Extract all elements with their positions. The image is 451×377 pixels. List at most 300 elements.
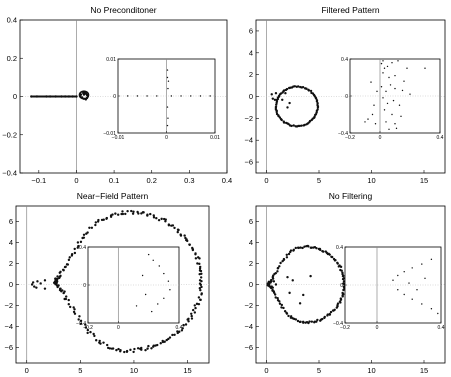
inset-data-point <box>145 294 146 295</box>
data-point <box>292 279 294 281</box>
data-point <box>59 271 61 273</box>
data-point <box>275 283 277 285</box>
data-point <box>281 260 283 262</box>
inset-data-point <box>385 91 386 92</box>
data-point <box>286 256 288 258</box>
data-point <box>114 212 116 214</box>
data-point <box>119 349 121 351</box>
data-point <box>277 267 279 269</box>
inset-y-tick-label: 0.4 <box>336 245 343 251</box>
inset-y-tick-label: 0 <box>345 94 348 100</box>
inset-data-point <box>200 95 201 96</box>
y-tick-label: 0 <box>248 280 253 289</box>
data-point <box>132 351 134 353</box>
data-point <box>152 345 154 347</box>
inset-data-point <box>382 72 383 73</box>
inset-y-tick-label: −0.01 <box>103 131 116 137</box>
inset-data-point <box>167 118 168 119</box>
y-tick-label: 2 <box>248 259 253 269</box>
data-point <box>200 270 202 272</box>
data-point <box>299 321 301 323</box>
data-point <box>333 309 335 311</box>
y-tick-label: −2 <box>4 300 13 310</box>
inset-data-point <box>404 294 405 295</box>
y-tick-label: −4 <box>244 321 253 331</box>
inset-x-tick-label: −0.2 <box>345 135 355 141</box>
inset-data-point <box>412 299 413 300</box>
data-point <box>286 312 288 314</box>
data-point <box>83 234 85 236</box>
y-tick-label: 4 <box>248 238 253 248</box>
data-point <box>199 282 201 284</box>
y-tick-label: 0.4 <box>6 15 17 25</box>
data-point <box>337 302 339 304</box>
data-point <box>288 102 290 104</box>
data-point <box>318 248 320 250</box>
data-point <box>115 349 117 351</box>
data-point <box>197 256 199 258</box>
inset-y-tick-label: 0 <box>83 283 86 289</box>
data-point <box>272 97 274 99</box>
inset-data-point <box>391 62 392 63</box>
data-point <box>126 350 128 352</box>
inset-data-point <box>171 95 172 96</box>
inset-y-tick-label: −0.4 <box>338 131 348 137</box>
data-point <box>310 247 312 249</box>
data-point <box>86 332 88 334</box>
inset-data-point <box>375 123 376 124</box>
inset-data-point <box>167 106 168 107</box>
data-point <box>64 266 66 268</box>
x-tick-label: 0 <box>74 176 79 185</box>
inset-data-point <box>364 121 365 122</box>
data-point <box>182 324 184 326</box>
y-tick-label: 2 <box>248 70 253 80</box>
y-tick-label: 0 <box>12 92 17 101</box>
y-tick-label: −6 <box>244 342 253 352</box>
data-point <box>126 210 128 212</box>
inset-data-point <box>159 265 160 266</box>
inset-data-point <box>397 60 398 61</box>
data-point <box>191 247 193 249</box>
data-point <box>185 239 187 241</box>
data-point <box>325 250 327 252</box>
inset-data-point <box>397 289 398 290</box>
data-point <box>97 220 99 222</box>
inset-data-point <box>167 125 168 126</box>
y-tick-label: −2 <box>244 113 253 123</box>
data-point <box>32 281 34 283</box>
data-point <box>137 212 139 214</box>
data-point <box>275 92 277 94</box>
y-tick-label: −6 <box>4 342 13 352</box>
inset-x-tick-label: −0.01 <box>111 135 125 141</box>
y-tick-label: −0.4 <box>2 168 17 178</box>
data-point <box>199 279 201 281</box>
inset-data-point <box>190 95 191 96</box>
inset-x-tick-label: 0 <box>378 135 382 141</box>
inset-data-point <box>394 88 395 89</box>
data-point <box>153 214 155 216</box>
data-point <box>185 323 187 325</box>
data-point <box>183 234 185 236</box>
data-point <box>310 90 312 92</box>
data-point <box>85 233 87 235</box>
inset-data-point <box>180 95 181 96</box>
data-point <box>271 93 273 95</box>
inset-y-tick-label: −0.4 <box>333 321 343 327</box>
data-point <box>282 307 284 309</box>
inset-data-point <box>403 81 404 82</box>
data-point <box>190 315 192 317</box>
data-point <box>146 347 148 349</box>
inset-data-point <box>373 105 374 106</box>
inset-data-point <box>387 66 388 67</box>
inset-data-point <box>408 282 409 283</box>
inset-x-tick-label: −0.2 <box>83 325 93 331</box>
data-point <box>60 290 62 292</box>
y-tick-label: 2 <box>8 259 13 269</box>
data-point <box>140 212 142 214</box>
y-tick-label: −2 <box>244 300 253 310</box>
data-point <box>99 342 101 344</box>
inset-x-tick-label: 0 <box>116 325 120 331</box>
data-point <box>62 269 64 271</box>
data-point <box>177 229 179 231</box>
data-point <box>184 237 186 239</box>
inset-data-point <box>390 84 391 85</box>
x-tick-label: 0.2 <box>146 176 157 185</box>
data-point <box>281 119 283 121</box>
data-point <box>199 266 201 268</box>
data-point <box>78 315 80 317</box>
data-point <box>56 284 58 286</box>
x-tick-label: 5 <box>316 176 322 185</box>
data-point <box>330 311 332 313</box>
inset-data-point <box>416 289 417 290</box>
inset-y-tick-label: 0.01 <box>106 57 116 63</box>
data-point <box>200 273 202 275</box>
data-point <box>44 287 46 289</box>
inset-data-point <box>424 278 425 279</box>
data-point <box>295 318 297 320</box>
inset-data-point <box>167 77 168 78</box>
inset-x-tick-label: 0 <box>375 325 379 331</box>
data-point <box>93 335 95 337</box>
data-point <box>95 339 97 341</box>
data-point <box>106 344 108 346</box>
data-point <box>163 218 165 220</box>
inset-data-point <box>163 298 164 299</box>
data-point <box>199 299 201 301</box>
inset-data-point <box>157 303 158 304</box>
data-point <box>150 347 152 349</box>
data-point <box>144 349 146 351</box>
data-point <box>44 279 46 281</box>
data-point <box>169 336 171 338</box>
inset-x-tick-label: 0.01 <box>210 135 220 141</box>
data-point <box>304 87 306 89</box>
data-point <box>191 317 193 319</box>
x-tick-label: 15 <box>419 176 429 185</box>
data-point <box>68 259 70 261</box>
inset-data-point <box>372 114 373 115</box>
data-point <box>68 299 70 301</box>
data-point <box>177 231 179 233</box>
data-point <box>137 347 139 349</box>
inset-data-point <box>409 93 410 94</box>
x-tick-label: −0.1 <box>31 176 47 185</box>
data-point <box>339 269 341 271</box>
data-point <box>295 247 297 249</box>
panel-top-right <box>244 5 445 185</box>
data-point <box>194 304 196 306</box>
data-point <box>194 307 196 309</box>
inset-data-point <box>381 86 382 87</box>
data-point <box>195 257 197 259</box>
data-point <box>278 300 280 302</box>
data-point <box>274 293 276 295</box>
inset-data-point <box>384 109 385 110</box>
x-tick-label: 10 <box>367 176 376 185</box>
inset-data-point <box>382 97 383 98</box>
inset-data-point <box>394 123 395 124</box>
x-tick-label: 5 <box>316 366 322 375</box>
inset-data-point <box>209 95 210 96</box>
data-point <box>311 320 313 322</box>
inset-data-point <box>399 105 400 106</box>
data-point <box>168 223 170 225</box>
data-point <box>281 304 283 306</box>
data-point <box>324 316 326 318</box>
x-tick-label: 0.4 <box>221 176 233 185</box>
data-point <box>192 249 194 251</box>
data-point <box>284 92 286 94</box>
x-tick-label: 0 <box>24 366 29 375</box>
data-point <box>121 210 123 212</box>
data-point <box>54 277 56 279</box>
data-point <box>281 99 283 101</box>
data-point <box>276 111 278 113</box>
inset-data-point <box>142 275 143 276</box>
data-point <box>198 296 200 298</box>
y-tick-label: 0 <box>8 280 13 289</box>
data-point <box>286 106 288 108</box>
inset-x-tick-label: 0.4 <box>437 325 445 331</box>
inset-data-point <box>424 68 425 69</box>
inset-data-point <box>168 281 169 282</box>
data-point <box>286 254 288 256</box>
x-tick-label: 10 <box>367 366 376 375</box>
inset-data-point <box>385 121 386 122</box>
inset-bottom-right <box>333 245 445 331</box>
data-point <box>290 125 292 127</box>
inset-data-point <box>136 305 137 306</box>
data-point <box>109 347 111 349</box>
data-point <box>155 217 157 219</box>
inset-data-point <box>397 275 398 276</box>
inset-top-left <box>103 57 220 141</box>
data-point <box>94 224 96 226</box>
data-point <box>88 227 90 229</box>
data-point <box>194 311 196 313</box>
inset-data-point <box>396 128 397 129</box>
inset-data-point <box>151 311 152 312</box>
data-point <box>302 294 304 296</box>
inset-data-point <box>127 95 128 96</box>
y-tick-label: 6 <box>248 217 253 227</box>
data-point <box>289 251 291 253</box>
data-point <box>147 345 149 347</box>
inset-data-point <box>393 100 394 101</box>
data-point <box>74 252 76 254</box>
inset-data-point <box>168 81 169 82</box>
data-point <box>188 243 190 245</box>
inset-x-tick-label: 0.4 <box>436 135 444 141</box>
inset-data-point <box>137 95 138 96</box>
data-point <box>35 286 37 288</box>
data-point <box>105 218 107 220</box>
inset-bottom-left <box>76 245 183 331</box>
x-tick-label: 0 <box>264 176 269 185</box>
data-point <box>81 237 83 239</box>
data-point <box>132 211 134 213</box>
data-point <box>133 348 135 350</box>
y-tick-label: 0.2 <box>6 53 17 63</box>
data-point <box>196 262 198 264</box>
y-tick-label: −0.2 <box>2 130 17 140</box>
data-point <box>316 108 318 110</box>
inset-data-point <box>146 95 147 96</box>
x-tick-label: 10 <box>129 366 139 375</box>
data-point <box>329 313 331 315</box>
data-point <box>91 227 93 229</box>
inset-data-point <box>153 260 154 261</box>
data-point <box>74 248 76 250</box>
data-point <box>288 253 290 255</box>
inset-data-point <box>167 88 168 89</box>
data-point <box>160 218 162 220</box>
data-point <box>299 302 301 304</box>
data-point <box>338 264 340 266</box>
data-point <box>102 341 104 343</box>
panel-bottom-left <box>4 191 209 375</box>
data-point <box>187 318 189 320</box>
inset-data-point <box>388 129 389 130</box>
inset-data-point <box>384 68 385 69</box>
inset-data-point <box>169 289 170 290</box>
data-point <box>65 295 67 297</box>
y-tick-label: 0 <box>248 92 253 101</box>
data-point <box>279 262 281 264</box>
data-point <box>110 216 112 218</box>
data-point <box>31 283 33 285</box>
inset-data-point <box>163 273 164 274</box>
data-point <box>158 219 160 221</box>
inset-y-tick-label: 0 <box>113 94 116 100</box>
data-point <box>297 247 299 249</box>
data-point <box>140 349 142 351</box>
data-point <box>316 319 318 321</box>
data-point <box>101 219 103 221</box>
chart-title: No Preconditoner <box>90 5 157 15</box>
inset-data-point <box>167 69 168 70</box>
data-point <box>287 315 289 317</box>
data-point <box>190 313 192 315</box>
inset-data-point <box>388 77 389 78</box>
data-point <box>69 306 71 308</box>
inset-x-tick-label: 0.4 <box>175 325 183 331</box>
y-tick-label: 6 <box>248 26 253 36</box>
inset-data-point <box>376 91 377 92</box>
panel-bottom-right <box>244 191 445 375</box>
data-point <box>65 298 67 300</box>
data-point <box>336 262 338 264</box>
data-point <box>117 213 119 215</box>
inset-top-right <box>338 57 444 141</box>
data-point <box>71 254 73 256</box>
data-point <box>286 276 288 278</box>
x-tick-label: 0.3 <box>184 176 195 185</box>
data-point <box>80 241 82 243</box>
data-point <box>270 287 272 289</box>
data-point <box>73 308 75 310</box>
data-point <box>194 252 196 254</box>
inset-y-tick-label: 0 <box>340 283 343 289</box>
data-point <box>68 303 70 305</box>
data-point <box>200 286 202 288</box>
data-point <box>120 213 122 215</box>
inset-data-point <box>404 271 405 272</box>
x-tick-label: 15 <box>183 366 192 375</box>
chart-title: Near−Field Pattern <box>76 191 149 201</box>
data-point <box>300 124 302 126</box>
inset-data-point <box>148 254 149 255</box>
inset-data-point <box>367 118 368 119</box>
data-point <box>130 210 132 212</box>
data-point <box>117 348 119 350</box>
inset-y-tick-label: −0.4 <box>76 321 86 327</box>
inset-data-point <box>437 313 438 314</box>
data-point <box>308 320 310 322</box>
inset-data-point <box>391 114 392 115</box>
data-point <box>156 344 158 346</box>
data-point <box>123 351 125 353</box>
data-point <box>283 121 285 123</box>
inset-data-point <box>156 95 157 96</box>
data-point <box>82 92 84 94</box>
data-point <box>179 233 181 235</box>
inset-data-point <box>412 267 413 268</box>
inset-data-point <box>421 263 422 264</box>
data-point <box>276 297 278 299</box>
data-point <box>55 282 57 284</box>
data-point <box>89 331 91 333</box>
inset-x-tick-label: −0.2 <box>340 325 350 331</box>
y-tick-label: 6 <box>8 217 13 227</box>
data-point <box>124 213 126 215</box>
inset-data-point <box>421 303 422 304</box>
data-point <box>276 270 278 272</box>
data-point <box>330 256 332 258</box>
data-point <box>173 227 175 229</box>
data-point <box>303 245 305 247</box>
data-point <box>309 275 311 277</box>
y-tick-label: 4 <box>8 238 13 248</box>
data-point <box>77 241 79 243</box>
inset-data-point <box>382 60 383 61</box>
inset-data-point <box>400 116 401 117</box>
